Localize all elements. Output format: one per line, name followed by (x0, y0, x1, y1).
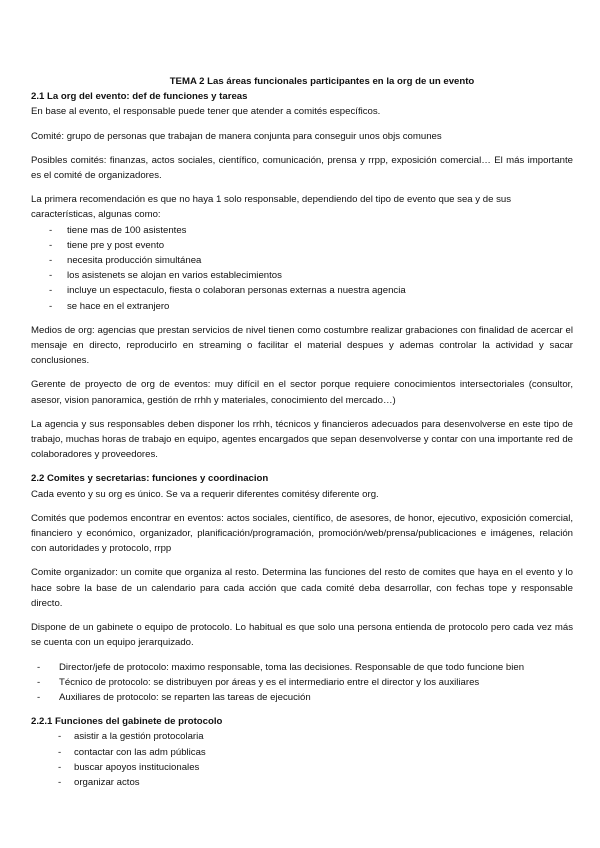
paragraph: Gerente de proyecto de org de eventos: muy difícil en el sector porque requiere conocimientos intersectoriales (consultor, asesor, vision panoramica, gestión de rrhh y materiales, conocimiento del mercado…) (31, 379, 573, 406)
document-page (31, 74, 573, 790)
list-item: - se hace en el extranjero (31, 299, 573, 314)
protocol-functions-list (31, 729, 573, 790)
list-item: - tiene mas de 100 asistentes (31, 223, 573, 238)
paragraph: Comités que podemos encontrar en eventos: actos sociales, científico, de asesores, de honor, ejecutivo, exposición comercial, financiero y económico, organizador, planificación/programación, promoción/web/prensa/publicaciones e imágenes, relación con autoridades y protocolo, rrpp (31, 512, 573, 555)
paragraph: En base al evento, el responsable puede tener que atender a comités específicos. (31, 106, 381, 118)
paragraph: La agencia y sus responsables deben disponer los rrhh, técnicos y financieros adecuados para desenvolverse en este tipo de trabajo, muchas horas de trabajo en equipo, agentes encargados que sepan desenvolverse y contar con una importante red de colaboradores y proveedores. (31, 418, 573, 461)
list-item: - Director/jefe de protocolo: maximo responsable, toma las decisiones. Responsable de que todo funcione bien (31, 660, 573, 675)
list-item: - Técnico de protocolo: se distribuyen por áreas y es el intermediario entre el director y los auxiliares (31, 675, 573, 690)
paragraph: Cada evento y su org es único. Se va a requerir diferentes comitésy diferente org. (31, 488, 379, 500)
list-item: - necesita producción simultánea (31, 253, 573, 268)
paragraph: Medios de org: agencias que prestan servicios de nivel tienen como costumbre realizar grabaciones con finalidad de acercar el mensaje en directo, reproducirlo en streaming o facilitar el material despues y ademas controlar la actividad y sacar conclusiones. (31, 324, 573, 367)
paragraph: Posibles comités: finanzas, actos sociales, científico, comunicación, prensa y rrpp, exposición comercial… El más importante es el comité de organizadores. (31, 154, 573, 182)
section-2-1-heading: 2.1 La org del evento: def de funciones y tareas (31, 91, 248, 103)
criteria-list (31, 223, 573, 314)
paragraph: La primera recomendación es que no haya 1 solo responsable, dependiendo del tipo de evento que sea y de sus características, algunas como: (31, 194, 512, 221)
section-2-2-1-heading: 2.2.1 Funciones del gabinete de protocolo (31, 716, 223, 728)
list-item: - incluye un espectaculo, fiesta o colaboran personas externas a nuestra agencia (31, 283, 573, 298)
list-item: - contactar con las adm públicas (31, 745, 573, 760)
list-item: - asistir a la gestión protocolaria (31, 729, 573, 744)
section-2-2-heading: 2.2 Comites y secretarias: funciones y coordinacion (31, 473, 269, 485)
list-item: - organizar actos (31, 775, 573, 790)
list-item: - buscar apoyos institucionales (31, 760, 573, 775)
paragraph: Comité: grupo de personas que trabajan de manera conjunta para conseguir unos objs comunes (31, 130, 442, 142)
document-title: TEMA 2 Las áreas funcionales participantes en la org de un evento (169, 76, 475, 87)
paragraph: Dispone de un gabinete o equipo de protocolo. Lo habitual es que solo una persona entienda de protocolo pero cada vez más se cuenta con un equipo jerarquizado. (31, 622, 573, 649)
list-item: - los asistenets se alojan en varios establecimientos (31, 268, 573, 283)
list-item: - Auxiliares de protocolo: se reparten las tareas de ejecución (31, 690, 573, 705)
paragraph: Comite organizador: un comite que organiza al resto. Determina las funciones del resto de comites que haya en el evento y lo hace sobre la base de un calendario para cada acción que cada comité deba desarrollar, con fechas tope y responsable directo. (31, 567, 573, 609)
list-item: - tiene pre y post evento (31, 238, 573, 253)
protocol-roles-list (31, 660, 573, 706)
